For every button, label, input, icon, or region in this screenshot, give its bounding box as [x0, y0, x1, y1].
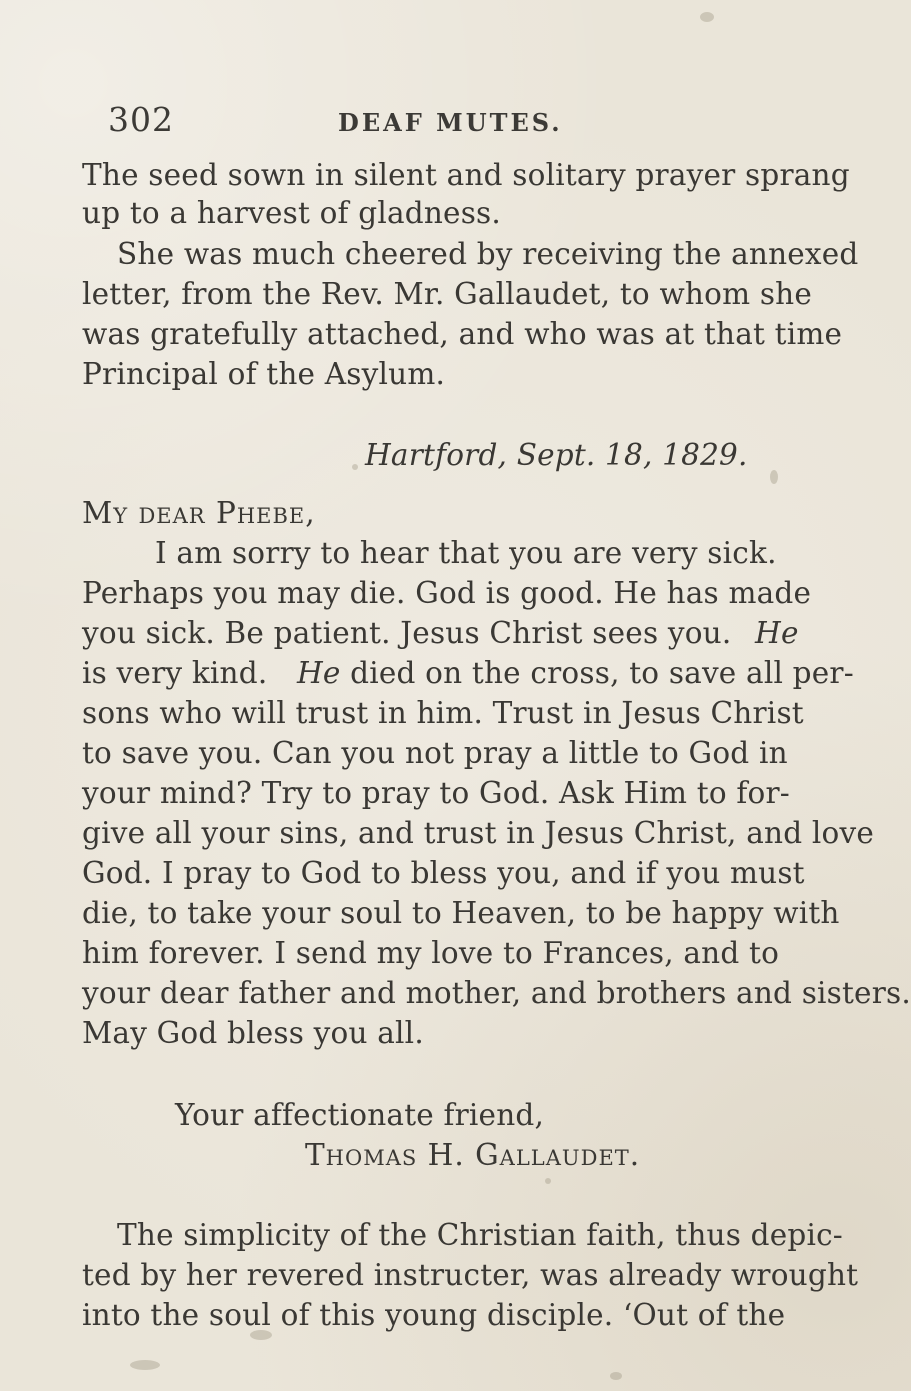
letter-dateline: Hartford, Sept. 18, 1829.: [365, 438, 748, 472]
paper-speck: [770, 470, 778, 484]
letter-italic-he-1: He: [755, 616, 799, 650]
para1-line-2: up to a harvest of gladness.: [82, 196, 501, 230]
para1-line-1: The seed sown in silent and solitary prayer sprang: [82, 158, 850, 192]
para3-line-1: The simplicity of the Christian faith, thus depic-: [117, 1218, 843, 1252]
letter-line-10: die, to take your soul to Heaven, to be happy with: [82, 896, 840, 930]
letter-line-4-text-a: is very kind.: [82, 656, 268, 690]
letter-line-5: sons who will trust in him. Trust in Jesus Christ: [82, 696, 804, 730]
letter-signature: Thomas H. Gallaudet.: [305, 1138, 641, 1172]
letter-line-11: him forever. I send my love to Frances, and to: [82, 936, 780, 970]
paper-speck: [545, 1178, 551, 1184]
letter-italic-he-2: He: [296, 656, 341, 690]
letter-line-2: Perhaps you may die. God is good. He has made: [82, 576, 812, 610]
paper-speck: [700, 12, 714, 22]
letter-line-12: your dear father and mother, and brothers and sisters.: [82, 976, 911, 1010]
letter-closing: Your affectionate friend,: [175, 1098, 545, 1132]
letter-line-13: May God bless you all.: [82, 1016, 424, 1050]
para2-line-2: letter, from the Rev. Mr. Gallaudet, to whom she: [82, 277, 813, 311]
para3-line-2: ted by her revered instructer, was already wrought: [82, 1258, 859, 1292]
letter-line-1: I am sorry to hear that you are very sick.: [155, 536, 777, 570]
letter-salutation: My dear Phebe,: [82, 496, 316, 530]
paper-speck: [130, 1360, 160, 1370]
paper-speck: [250, 1330, 272, 1340]
letter-line-4: [82, 656, 854, 690]
para2-line-1: She was much cheered by receiving the annexed: [117, 237, 859, 271]
page-header: [108, 100, 748, 140]
letter-line-7: your mind? Try to pray to God. Ask Him to for-: [82, 776, 790, 810]
letter-line-3-text: you sick. Be patient. Jesus Christ sees you.: [82, 616, 732, 650]
para2-line-4: Principal of the Asylum.: [82, 357, 446, 391]
paper-speck: [352, 464, 358, 470]
para3-line-3: into the soul of this young disciple. ‘Out of the: [82, 1298, 786, 1332]
letter-line-3: [82, 616, 799, 650]
para2-line-3: was gratefully attached, and who was at that time: [82, 317, 843, 351]
letter-line-8: give all your sins, and trust in Jesus Christ, and love: [82, 816, 874, 850]
letter-line-4-text-b: died on the cross, to save all per-: [350, 656, 854, 690]
running-head: DEAF MUTES.: [338, 108, 563, 137]
paper-speck: [610, 1372, 622, 1380]
letter-line-9: God. I pray to God to bless you, and if you must: [82, 856, 805, 890]
letter-line-6: to save you. Can you not pray a little to God in: [82, 736, 788, 770]
page-number: 302: [108, 100, 174, 139]
